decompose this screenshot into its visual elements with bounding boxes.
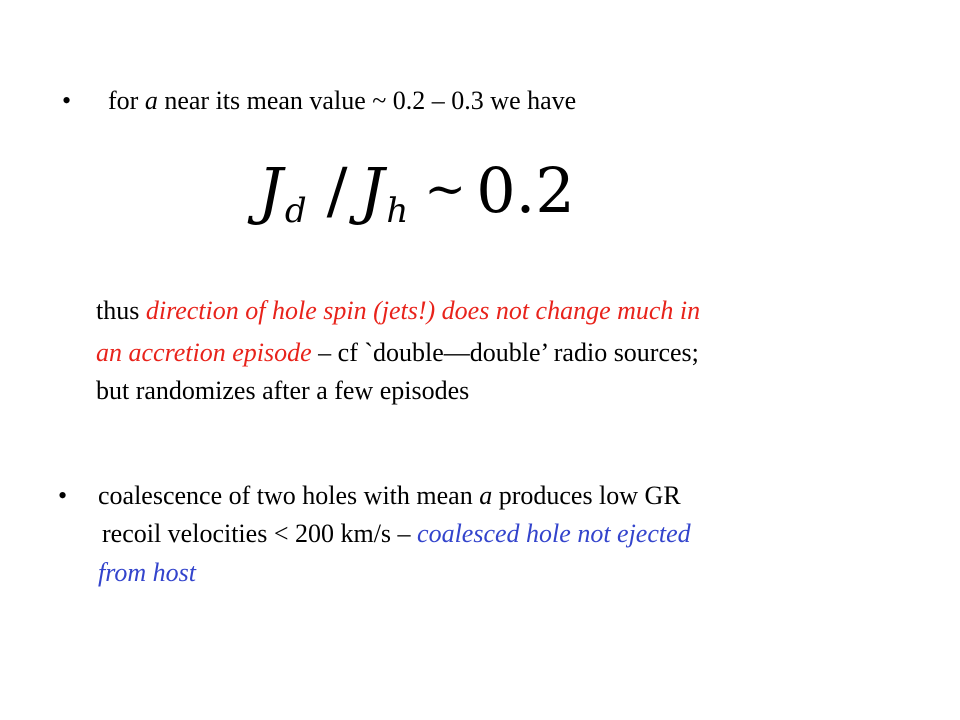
formula-sub-d: d: [284, 191, 307, 231]
item2-var: a: [479, 481, 493, 510]
formula-sub-h: h: [386, 191, 409, 231]
formula: [258, 154, 575, 236]
item1-var: a: [144, 86, 158, 115]
thus-red-2: an accretion episode: [96, 338, 312, 367]
thus-line-2: [96, 340, 699, 366]
item2-post: produces low GR: [492, 481, 681, 510]
formula-slash: /: [326, 154, 348, 227]
thus-line-3: but randomizes after a few episodes: [96, 376, 470, 405]
item2-line-1: [98, 483, 681, 509]
formula-j-d: J: [258, 154, 283, 227]
item1-text: [108, 88, 576, 114]
item1-post: near its mean value ~ 0.2 – 0.3 we have: [157, 86, 577, 115]
thus-line-1: [96, 298, 700, 324]
bullet-1: •: [62, 86, 72, 115]
bullet-2: •: [58, 481, 68, 510]
item2-line-2: [102, 521, 691, 547]
item2-line2-blue: coalesced hole not ejected: [417, 519, 691, 548]
item2-line-3: from host: [98, 558, 196, 587]
thus-pre: thus: [96, 296, 146, 325]
formula-j-h: J: [359, 154, 385, 227]
item2-pre: coalescence of two holes with mean: [98, 481, 480, 510]
thus-post-2: – cf `double—double’ radio sources;: [311, 338, 699, 367]
formula-value: 0.2: [476, 154, 575, 227]
thus-red-1: direction of hole spin (jets!) does not change much in: [145, 296, 701, 325]
item1-pre: for: [108, 86, 145, 115]
item2-line2-pre: recoil velocities < 200 km/s –: [102, 519, 418, 548]
formula-tilde: ~: [424, 160, 467, 218]
